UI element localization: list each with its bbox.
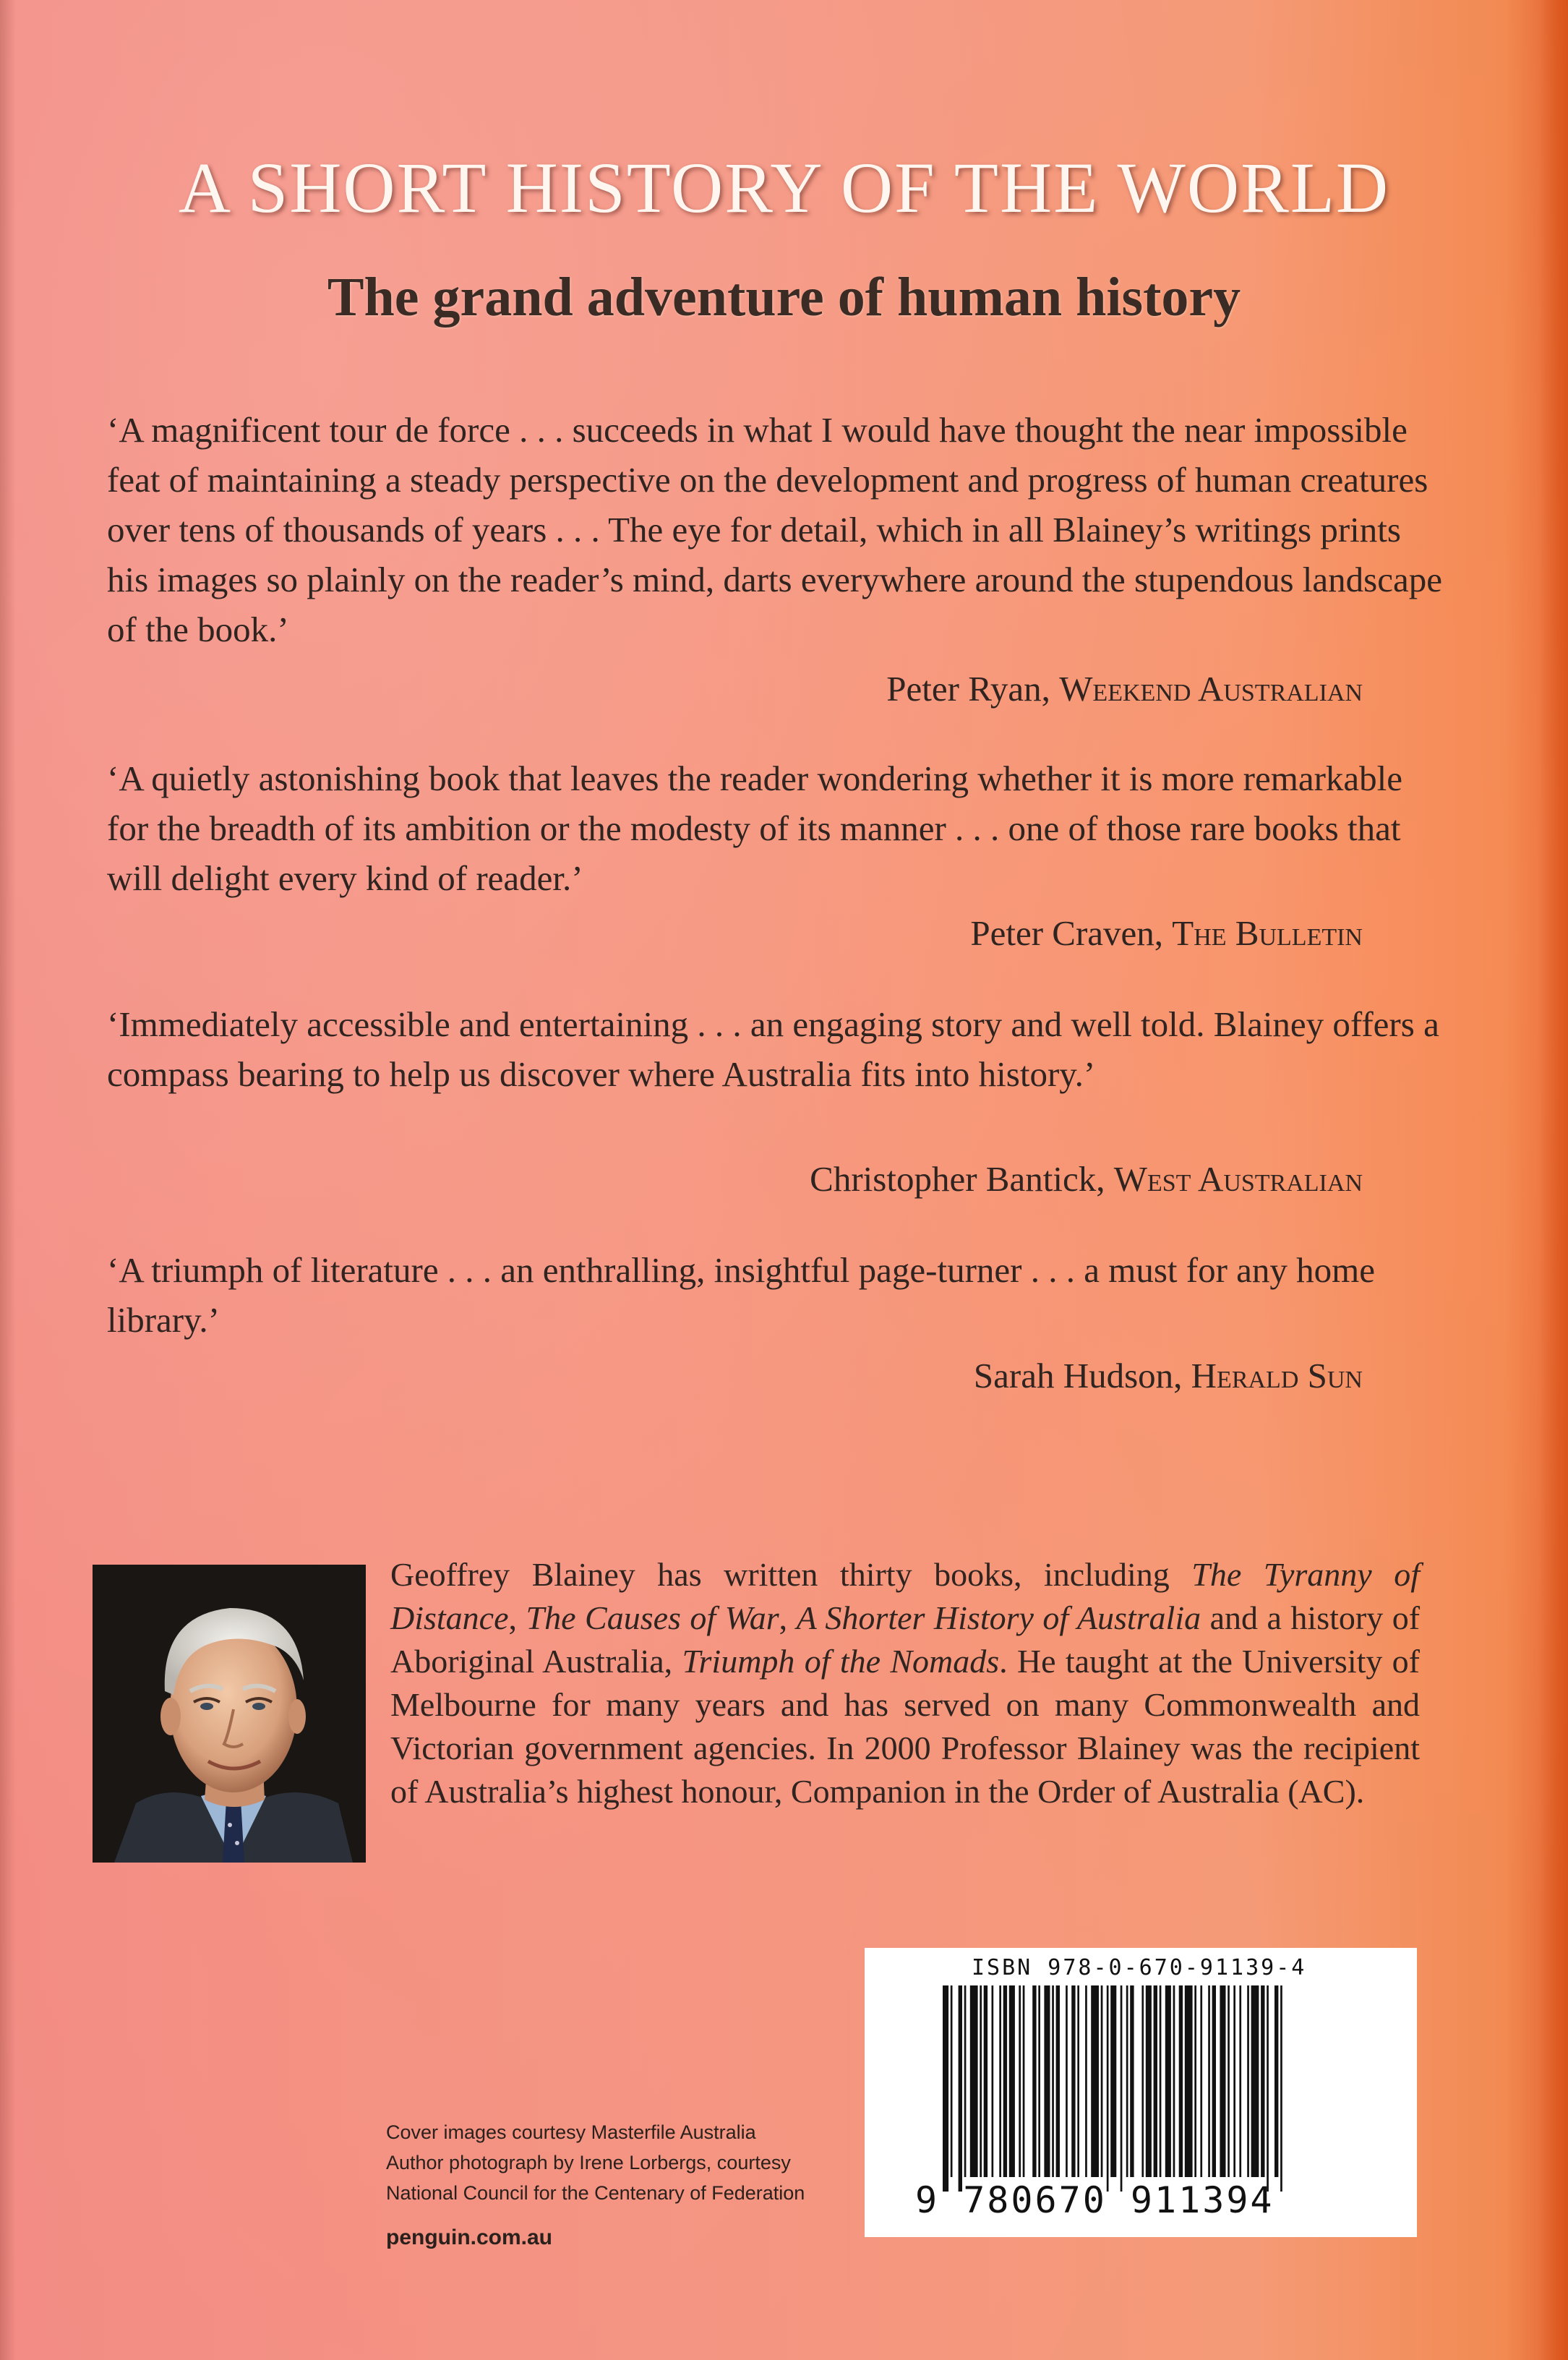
publisher-website[interactable]: penguin.com.au [386,2226,553,2249]
review-quote-1: ‘A magnificent tour de force . . . succeeds in what I would have thought the near impossible feat of maintaining a steady perspective on the development and progress of human creatures over tens of thousands of years . . . The eye for detail, which in all Blainey’s writings prints his images so plainly on the reader’s mind, darts everywhere around the stupendous landscape of the book.’ [107,410,1442,649]
barcode-bar [1212,1985,1216,2177]
barcode-bar [1261,1985,1264,2177]
barcode-bar [984,1985,988,2177]
image-credits [386,2117,805,2208]
barcode-bar [1228,1985,1230,2177]
barcode-bar [1141,1985,1144,2177]
barcode-bar [970,1985,978,2177]
barcode-bar [1146,1985,1152,2177]
review-attribution-2 [970,908,1363,958]
barcode-bar [980,1985,982,2177]
barcode-bar [964,1985,967,2177]
barcode-bar [1173,1985,1175,2177]
author-bio [390,1553,1420,1813]
barcode-bar [1130,1985,1134,2177]
barcode-bar [1121,1985,1123,2192]
book-title-tyranny-of-distance: The Tyranny of Distance [390,1556,1421,1636]
barcode-bar [1038,1985,1040,2177]
barcode-bar [1126,1985,1128,2177]
credit-line-1: Cover images courtesy Masterfile Australia [386,2121,756,2143]
barcode-bar [1280,1985,1282,2192]
book-title-triumph-of-nomads: Triumph of the Nomads [682,1643,1000,1680]
barcode-bar [999,1985,1001,2177]
barcode-bar [1251,1985,1259,2177]
barcode-bar [1091,1985,1099,2177]
barcode-panel [865,1948,1417,2237]
isbn-label: ISBN 978-0-670-91139-4 [972,1955,1307,1980]
barcode-bar [1160,1985,1162,2177]
barcode-bar [1233,1985,1235,2177]
review-quote-2: ‘A quietly astonishing book that leaves the reader wondering whether it is more remarkable for the breadth of its ambition or the modesty of its manner . . . one of those rare books that will delight every kind of reader.’ [107,758,1403,898]
barcode-bar [1107,1985,1109,2192]
barcode-bar [1071,1985,1075,2177]
review-author-3: Christopher Bantick, [810,1159,1105,1199]
author-bio-separator-1: , [508,1599,526,1636]
book-subtitle: The grand adventure of human history [327,267,1241,328]
book-title: A SHORT HISTORY OF THE WORLD [178,148,1390,228]
barcode-bar [1019,1985,1021,2177]
barcode-bar [1003,1985,1007,2177]
barcode-bar [1101,1985,1103,2177]
barcode-bar [992,1985,994,2177]
right-edge-shade [1539,0,1568,2360]
book-title-shorter-history: A Shorter History of Australia [796,1599,1201,1636]
review-author-4: Sarah Hudson, [973,1356,1183,1395]
review-attribution-3 [810,1154,1363,1204]
spine-shadow [0,0,16,2360]
barcode-digits: 9 780670 911394 [915,2179,1274,2221]
barcode-bar [1267,1985,1269,2192]
author-bio-text-2: and a history of Aboriginal Australia, [390,1599,1421,1680]
review-author-1: Peter Ryan, [886,669,1050,709]
review-source-2: The Bulletin [1172,913,1363,953]
author-photo [93,1565,366,1863]
author-bio-text-1: Geoffrey Blainey has written thirty books, including [390,1556,1192,1593]
book-title-causes-of-war: The Causes of War [526,1599,779,1636]
barcode-bar [1032,1985,1036,2177]
review-source-4: Herald Sun [1191,1356,1363,1395]
author-bio-text-3: . He taught at the University of Melbourne for many years and has served on many Commonwealth and Victorian government agencies. In 2000 Professor Blainey was the recipient of Australia’s highest honour, Companion in the Order of Australia (AC). [390,1643,1420,1810]
author-portrait-illustration [93,1565,366,1863]
barcode-bar [1085,1985,1087,2177]
barcode-bar [1023,1985,1025,2177]
barcode-bar [959,1985,962,2192]
barcode-bar [1066,1985,1068,2177]
review-attribution-1 [886,664,1363,714]
barcode-bar [1200,1985,1202,2177]
barcode-bar [943,1985,948,2192]
review-attribution-4 [974,1351,1363,1401]
review-quote-3: ‘Immediately accessible and entertaining . . . an engaging story and well told. Blainey offers a compass bearing to help us discover where Australia fits into history.’ [107,1004,1439,1094]
barcode-bar [1165,1985,1171,2177]
credit-line-2: Author photograph by Irene Lorbergs, courtesy [386,2152,791,2173]
barcode-bar [951,1985,953,2177]
barcode-bar [1208,1985,1210,2177]
review-quote-4: ‘A triumph of literature . . . an enthralling, insightful page-turner . . . a must for any home library.’ [107,1250,1376,1340]
barcode-bar [1056,1985,1060,2177]
barcode-bar [1194,1985,1196,2177]
barcode-bar [1052,1985,1054,2177]
review-source-3: West Australian [1113,1159,1363,1199]
barcode-bar [1044,1985,1050,2177]
barcode-icon [943,1985,1376,2192]
barcode-bar [1239,1985,1241,2177]
credit-line-3: National Council for the Centenary of Federation [386,2182,805,2204]
barcode-bar [1154,1985,1157,2177]
review-author-2: Peter Craven, [970,913,1164,953]
barcode-bar [1220,1985,1225,2177]
barcode-bar [1077,1985,1079,2177]
barcode-bar [1009,1985,1015,2177]
barcode-bar [1274,1985,1278,2177]
barcode-bar [1247,1985,1249,2177]
barcode-bar [1179,1985,1183,2177]
author-bio-separator-2: , [779,1599,797,1636]
barcode-bar [1185,1985,1193,2177]
review-source-1: Weekend Australian [1059,669,1363,709]
barcode-bar [1110,1985,1116,2177]
